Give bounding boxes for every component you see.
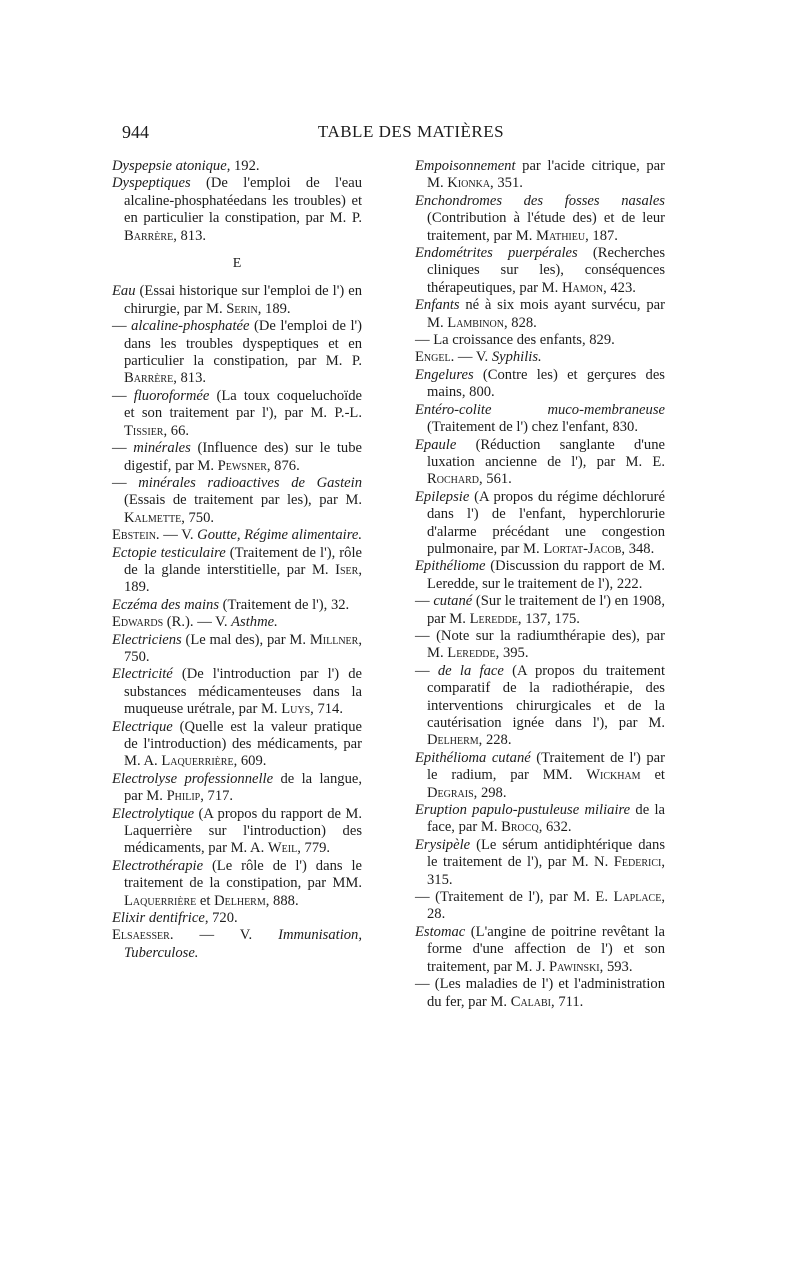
entry-term: cutané bbox=[433, 593, 473, 610]
entry-term: alcaline-phosphatée bbox=[131, 318, 250, 335]
index-entry bbox=[112, 158, 362, 175]
entry-text: , 717. bbox=[200, 788, 234, 805]
entry-term: Eruption papulo-pustuleuse miliaire bbox=[415, 802, 631, 819]
entry-term: Epaule bbox=[415, 436, 457, 453]
author-name: Elsaesser bbox=[112, 927, 170, 944]
author-name: Brocq bbox=[501, 819, 539, 836]
entry-text: de la face, par M. bbox=[427, 802, 665, 836]
author-name: Rochard bbox=[427, 471, 479, 488]
index-entry bbox=[112, 475, 362, 527]
author-name: Federici bbox=[613, 854, 662, 871]
author-name: Leredde bbox=[469, 610, 518, 627]
index-entry bbox=[112, 614, 362, 631]
author-name: Laquerrière bbox=[124, 892, 197, 909]
entry-term: Dyspeptiques bbox=[112, 175, 191, 192]
index-entry bbox=[112, 545, 362, 597]
index-entry bbox=[112, 283, 362, 318]
entry-term: Entéro-colite muco-membraneuse bbox=[415, 401, 665, 418]
entry-text: . — V. bbox=[450, 349, 492, 366]
author-name: Leredde bbox=[447, 645, 496, 662]
entry-text: , 189. bbox=[124, 561, 362, 596]
entry-term: Enchondromes des fosses nasales bbox=[415, 192, 665, 209]
author-name: Millner bbox=[309, 631, 359, 648]
author-name: Lortat-Jacob bbox=[543, 540, 622, 557]
index-entry bbox=[415, 245, 665, 297]
author-name: Mathieu bbox=[536, 227, 586, 244]
page-header bbox=[122, 122, 700, 148]
entry-text: (La toux coqueluchoïde et son traitement par l'), par M. P.-L. bbox=[124, 387, 362, 422]
entry-text: , 828. bbox=[503, 314, 537, 331]
author-name: Delherm bbox=[214, 892, 266, 909]
entry-text: (Traitement de l'), 32. bbox=[219, 596, 350, 613]
author-name: Pewsner bbox=[217, 457, 267, 474]
entry-text: , 750. bbox=[181, 509, 215, 526]
entry-term: Electriciens bbox=[112, 631, 182, 648]
entry-text: , 298. bbox=[473, 784, 507, 801]
index-entry bbox=[112, 666, 362, 718]
entry-text: , 228. bbox=[478, 732, 512, 749]
entry-text: et bbox=[196, 892, 215, 909]
entry-text: , 750. bbox=[124, 631, 362, 665]
entry-text: , 66. bbox=[163, 422, 190, 439]
index-entry bbox=[112, 927, 362, 962]
entry-term: Elixir dentifrice bbox=[112, 910, 205, 927]
entry-text: — La croissance des enfants, 829. bbox=[415, 332, 615, 349]
index-column-left bbox=[112, 158, 362, 962]
entry-text: par l'acide citrique, par M. bbox=[427, 158, 665, 192]
index-column-right bbox=[415, 158, 665, 1011]
author-name: Edwards bbox=[112, 614, 164, 631]
index-entry bbox=[415, 489, 665, 559]
entry-text: (Traitement de l') par le radium, par MM. bbox=[427, 749, 665, 784]
entry-text: , 192. bbox=[226, 158, 260, 174]
entry-text: — bbox=[112, 387, 134, 404]
entry-text: (Le sérum antidiphtérique dans le traitement de l'), par M. N. bbox=[427, 836, 665, 871]
index-entry bbox=[112, 388, 362, 440]
entry-term: Eau bbox=[112, 283, 136, 300]
entry-term: Dyspepsie atonique bbox=[112, 158, 227, 174]
index-entry bbox=[415, 332, 665, 349]
entry-text: (Le mal des), par M. bbox=[181, 631, 310, 648]
entry-text: , 187. bbox=[585, 227, 618, 244]
entry-text: (De l'introduction par l') de substances médicamenteuses dans la muqueuse urétrale, par M. bbox=[124, 666, 362, 718]
entry-text: (Réduction sanglante d'une luxation ancienne de l'), par M. E. bbox=[427, 436, 665, 470]
entry-text: , 711. bbox=[551, 993, 584, 1010]
index-entry bbox=[415, 437, 665, 489]
entry-text: , 423. bbox=[603, 279, 636, 296]
author-name: Engel bbox=[415, 349, 451, 366]
page-number: 944 bbox=[122, 122, 149, 142]
author-name: Serin bbox=[226, 300, 258, 317]
entry-term: Electrolytique bbox=[112, 805, 195, 822]
entry-text: , 720. bbox=[204, 910, 238, 927]
entry-text: — (Les maladies de l') et l'administration du fer, par M. bbox=[415, 976, 665, 1010]
author-name: Kionka bbox=[447, 175, 491, 192]
entry-text: , 28. bbox=[427, 889, 665, 923]
index-entry bbox=[415, 889, 665, 924]
entry-text: , 714. bbox=[310, 701, 343, 718]
index-entry bbox=[112, 318, 362, 388]
author-name: Laquerrière bbox=[161, 753, 234, 770]
entry-text: . — V. bbox=[155, 527, 198, 544]
entry-text: — bbox=[112, 318, 132, 335]
index-entry bbox=[415, 924, 665, 976]
entry-term: Asthme. bbox=[231, 614, 278, 631]
entry-text: — bbox=[112, 474, 139, 491]
entry-text: (L'angine de poitrine revêtant la forme d'une affection de l') et son traitement, par M. J. bbox=[427, 923, 665, 975]
index-entry bbox=[415, 628, 665, 663]
index-entry bbox=[112, 771, 362, 806]
entry-text: (Essais de traitement par les), par M. bbox=[124, 492, 362, 509]
author-name: Calabi bbox=[510, 993, 552, 1010]
entry-text: (De l'emploi de l') dans les troubles dyspeptiques et en particulier la constipation, par M. P. bbox=[124, 318, 362, 370]
index-entry bbox=[112, 175, 362, 245]
entry-term: de la face bbox=[437, 662, 504, 679]
index-entry bbox=[415, 750, 665, 802]
entry-term: Endométrites puerpérales bbox=[415, 245, 578, 262]
author-name: Degrais bbox=[427, 784, 474, 801]
author-name: Luys bbox=[281, 701, 311, 718]
entry-text: (R.). — V. bbox=[163, 614, 232, 631]
index-entry bbox=[415, 349, 665, 366]
index-entry bbox=[415, 663, 665, 750]
entry-term: Immunisation, Tuberculose. bbox=[124, 927, 362, 961]
entry-text: , 813. bbox=[173, 227, 207, 244]
entry-text: , 189. bbox=[257, 300, 291, 317]
index-entry bbox=[112, 806, 362, 858]
entry-text: (Quelle est la valeur pratique de l'introduction) des médicaments, par M. A. bbox=[124, 718, 362, 770]
author-name: Weil bbox=[267, 840, 298, 857]
author-name: Philip bbox=[166, 788, 201, 805]
entry-term: Eczéma des mains bbox=[112, 596, 220, 613]
author-name: Tissier bbox=[124, 422, 164, 439]
entry-text: , 813. bbox=[173, 370, 207, 387]
index-entry bbox=[112, 527, 362, 544]
index-entry bbox=[112, 632, 362, 667]
entry-text: (Le rôle de l') dans le traitement de la constipation, par MM. bbox=[124, 857, 362, 892]
index-entry bbox=[112, 719, 362, 771]
entry-term: Epithélioma cutané bbox=[415, 749, 531, 766]
entry-term: Empoisonnement bbox=[415, 158, 516, 174]
entry-text: (Traitement de l'), rôle de la glande interstitielle, par M. bbox=[124, 544, 362, 578]
author-name: Wickham bbox=[586, 767, 641, 784]
entry-text: (Influence des) sur le tube digestif, par M. bbox=[124, 440, 362, 474]
entry-term: Enfants bbox=[415, 297, 460, 314]
entry-text: , 888. bbox=[265, 892, 299, 909]
entry-text: , 609. bbox=[233, 753, 267, 770]
entry-text: de la langue, par M. bbox=[124, 770, 362, 805]
author-name: Hamon bbox=[561, 279, 604, 296]
index-entry bbox=[415, 593, 665, 628]
entry-term: Electricité bbox=[112, 666, 173, 683]
index-entry bbox=[112, 910, 362, 927]
entry-text: (Discussion du rapport de M. Leredde, sur le traitement de l'), 222. bbox=[427, 558, 665, 592]
entry-text: , 137, 175. bbox=[517, 610, 580, 627]
entry-term: Syphilis. bbox=[491, 349, 542, 366]
author-name: Ebstein bbox=[112, 527, 156, 544]
entry-text: (Essai historique sur l'emploi de l') en chirurgie, par M. bbox=[124, 283, 362, 317]
entry-term: Epilepsie bbox=[415, 488, 470, 505]
entry-term: Engelures bbox=[415, 366, 474, 383]
entry-term: Electrolyse professionnelle bbox=[112, 770, 274, 787]
entry-text: , 315. bbox=[427, 854, 665, 888]
entry-text: , 632. bbox=[538, 819, 572, 836]
entry-text: (De l'emploi de l'eau alcaline-phosphatéedans les troubles) et en particulier la constipation, par M. P. bbox=[124, 175, 362, 227]
entry-text: , 779. bbox=[297, 840, 331, 857]
author-name: Kalmette bbox=[124, 509, 182, 526]
entry-text: (A propos du rapport de M. Laquerrière sur l'introduction) des médicaments, par M. A. bbox=[124, 805, 362, 857]
entry-text: , 348. bbox=[621, 540, 655, 557]
entry-text: , 876. bbox=[266, 457, 300, 474]
entry-term: Epithéliome bbox=[415, 558, 486, 575]
entry-term: Electrique bbox=[112, 718, 173, 735]
entry-text: — bbox=[112, 440, 134, 457]
index-entry bbox=[415, 367, 665, 402]
entry-term: Estomac bbox=[415, 923, 466, 940]
entry-text: , 593. bbox=[599, 958, 633, 975]
entry-text: , 351. bbox=[490, 175, 523, 192]
running-title: TABLE DES MATIÈRES bbox=[317, 122, 505, 141]
index-entry bbox=[112, 597, 362, 614]
entry-text: — bbox=[415, 662, 438, 679]
author-name: Delherm bbox=[427, 732, 479, 749]
author-name: Iser bbox=[335, 561, 359, 578]
entry-term: Electrothérapie bbox=[112, 857, 204, 874]
author-name: Barrère bbox=[124, 227, 174, 244]
entry-term: minérales bbox=[133, 440, 191, 457]
index-entry bbox=[415, 837, 665, 889]
index-entry bbox=[415, 402, 665, 437]
entry-text: (A propos du régime déchloruré dans l') de l'enfant, hyperchlorurie d'alarme précédant une congestion pulmonaire, par M. bbox=[427, 488, 665, 557]
author-name: Barrère bbox=[124, 370, 174, 387]
index-entry bbox=[112, 440, 362, 475]
index-entry bbox=[415, 158, 665, 193]
entry-text: (A propos du traitement comparatif de la radiothérapie, des interventions chirurgicales et de la cautérisation ignée dans l'), par M. bbox=[427, 662, 666, 731]
entry-text: — (Note sur la radiumthérapie des), par M. bbox=[415, 627, 665, 662]
entry-text: (Sur le traitement de l') en 1908, par M. bbox=[427, 593, 665, 627]
author-name: Lambinon bbox=[447, 314, 504, 331]
index-entry bbox=[112, 858, 362, 910]
entry-text: né à six mois ayant survécu, par M. bbox=[427, 297, 665, 331]
entry-text: — (Traitement de l'), par M. E. bbox=[415, 889, 614, 906]
entry-term: Erysipèle bbox=[415, 836, 471, 853]
section-letter: E bbox=[232, 256, 242, 272]
entry-text: , 395. bbox=[495, 645, 529, 662]
entry-text: (Traitement de l') chez l'enfant, 830. bbox=[427, 419, 638, 436]
author-name: Pawinski bbox=[549, 958, 600, 975]
author-name: Laplace bbox=[613, 889, 662, 906]
entry-term: fluoroformée bbox=[133, 387, 210, 404]
index-entry bbox=[415, 193, 665, 245]
index-entry bbox=[415, 297, 665, 332]
entry-text: . — V. bbox=[169, 927, 279, 944]
index-entry bbox=[415, 802, 665, 837]
entry-text: (Contre les) et gerçures des mains, 800. bbox=[427, 366, 665, 401]
entry-text: , 561. bbox=[478, 471, 512, 488]
entry-term: minérales radioactives de Gastein bbox=[138, 474, 362, 491]
entry-term: Ectopie testiculaire bbox=[112, 544, 226, 561]
entry-text: (Contribution à l'étude des) et de leur traitement, par M. bbox=[427, 210, 665, 244]
index-entry bbox=[415, 558, 665, 593]
entry-text: (Recherches cliniques sur les), conséquences thérapeutiques, par M. bbox=[427, 245, 666, 296]
entry-text: et bbox=[640, 767, 665, 784]
entry-text: — bbox=[415, 593, 434, 610]
entry-term: Goutte, Régime alimentaire. bbox=[197, 527, 362, 544]
index-entry bbox=[415, 976, 665, 1011]
